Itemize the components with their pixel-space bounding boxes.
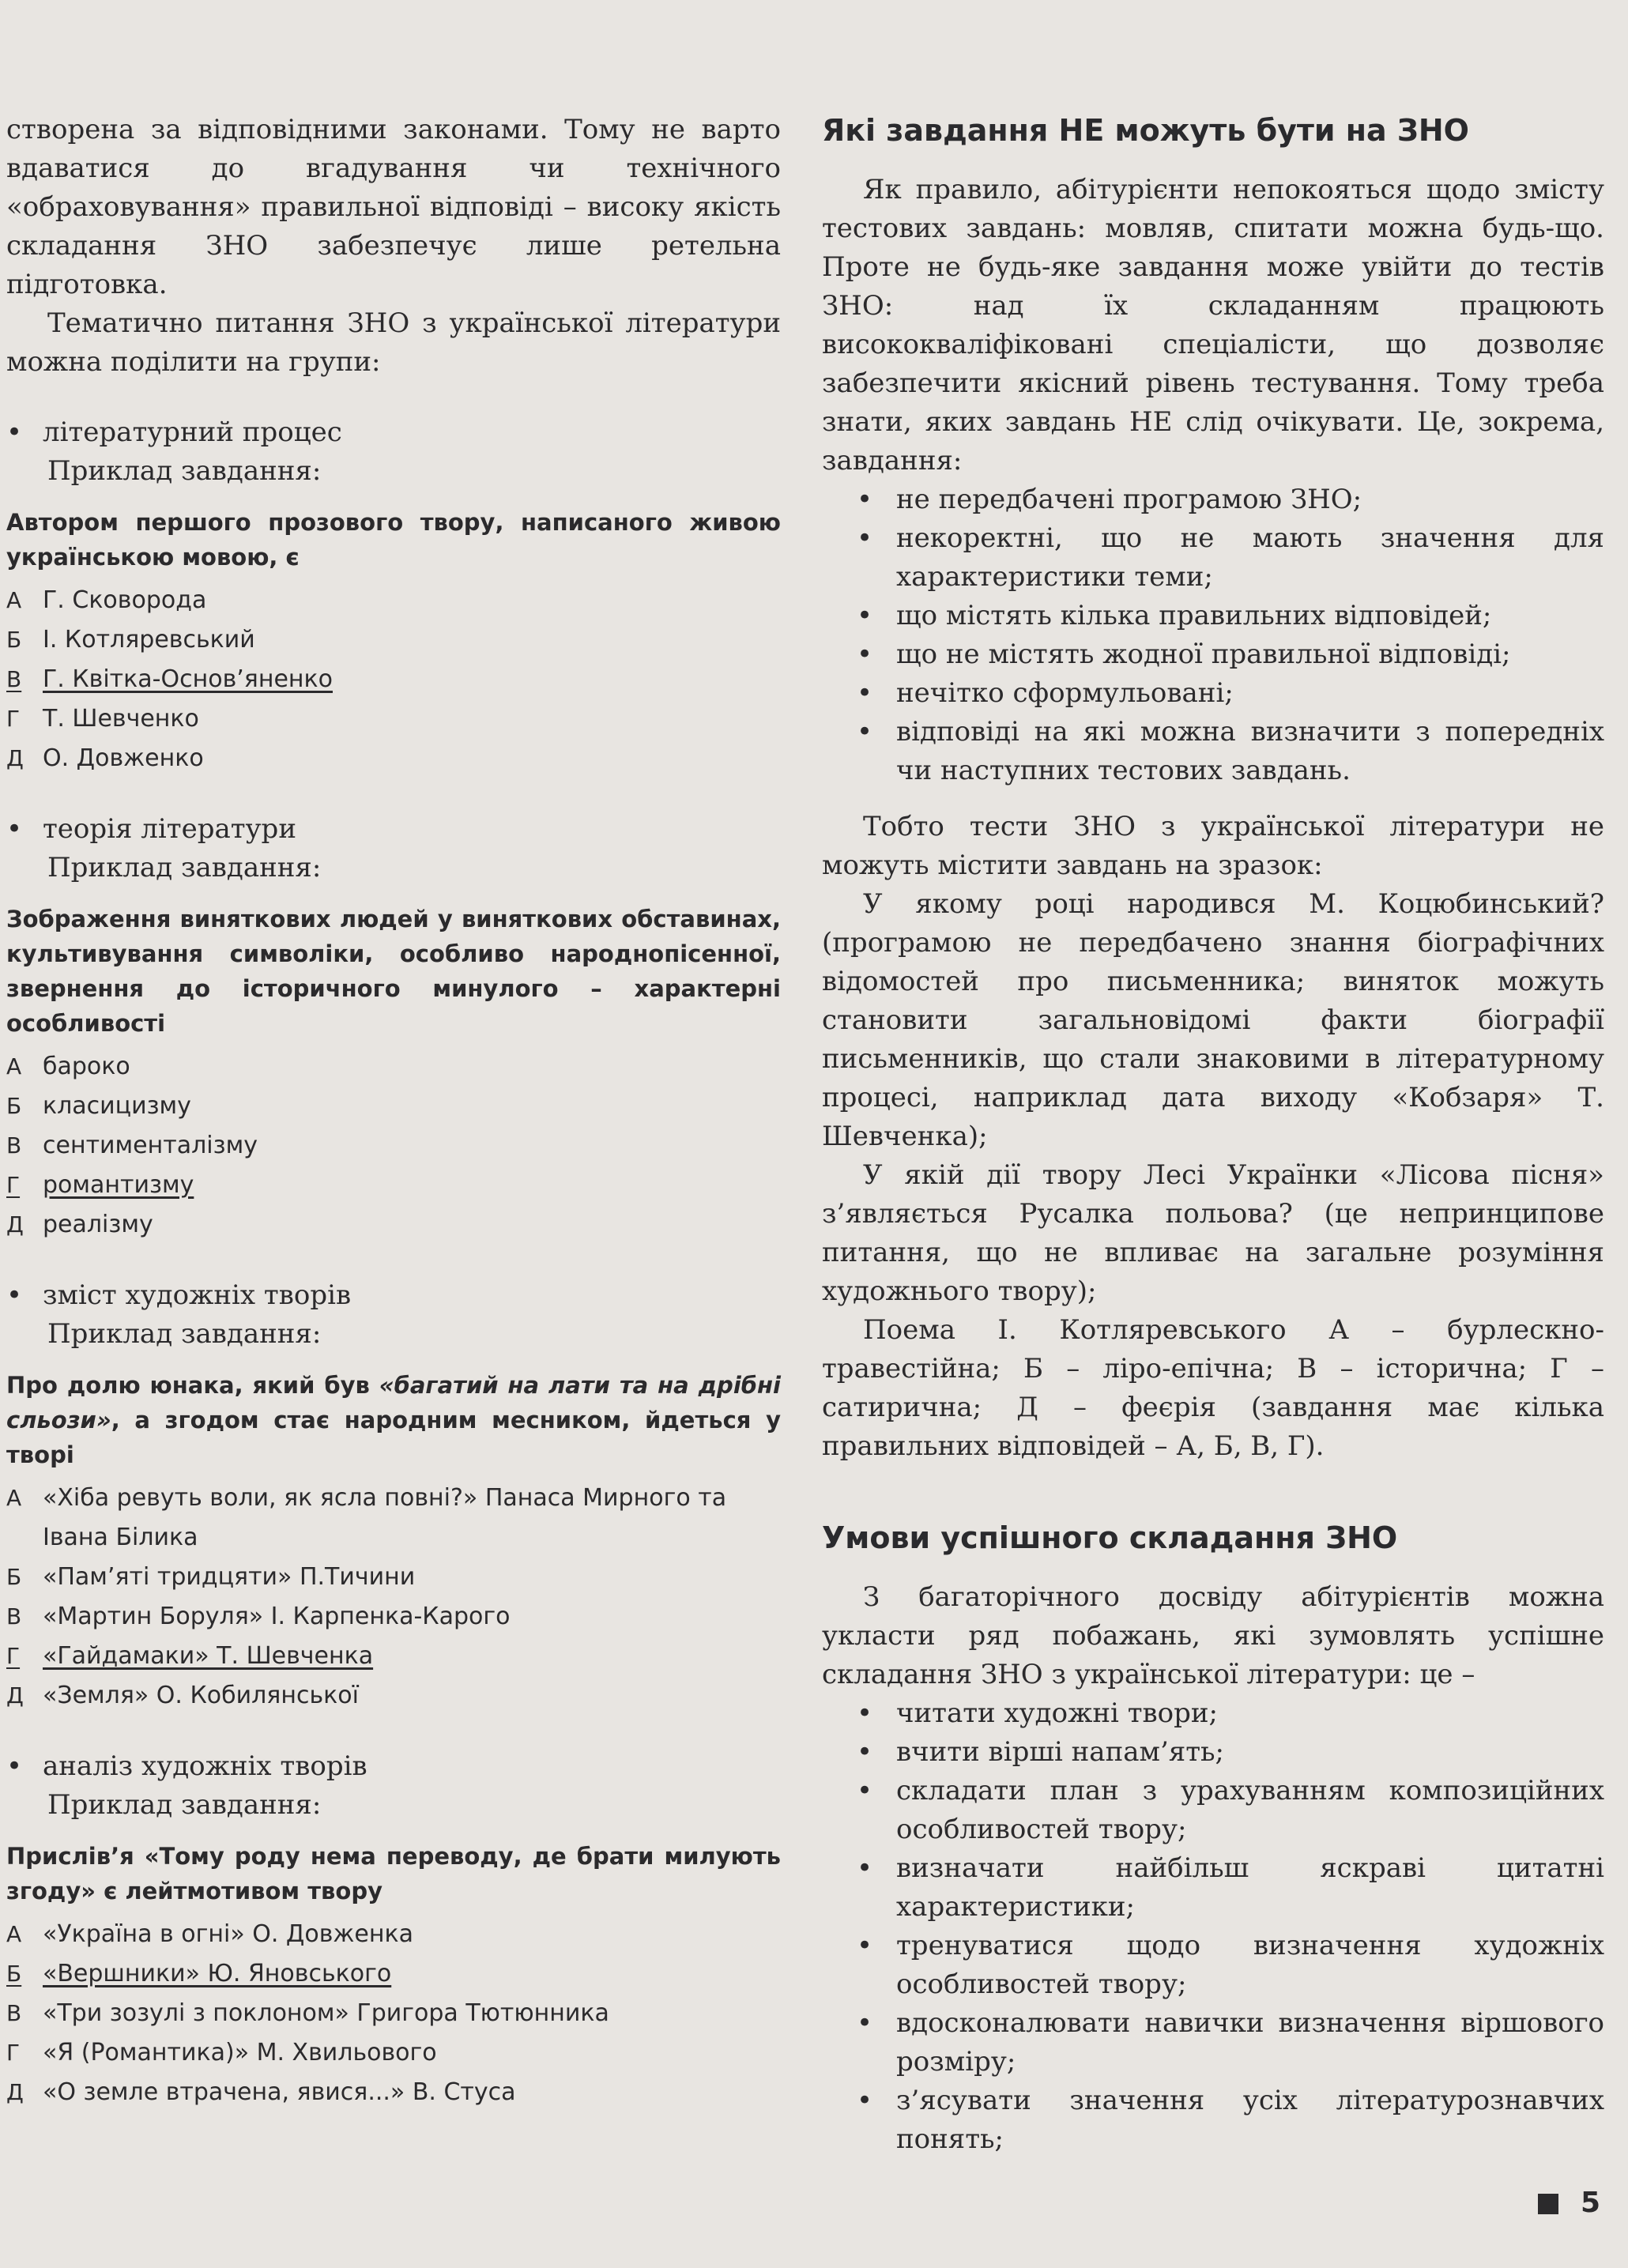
bullet-icon: • <box>857 522 873 554</box>
groups-intro-paragraph: Тематично питання ЗНО з української літератури можна поділити на групи: <box>6 307 781 378</box>
category-bullet <box>6 1276 781 1315</box>
answer-option-correct: Г «Гайдамаки» Т. Шевченка <box>6 1642 374 1670</box>
answer-option: Б І. Котляревський <box>6 626 255 654</box>
paragraph: З багаторічного досвіду абітурієнтів можна укласти ряд побажань, які зумовлять успішне складання ЗНО з української літератури: це – <box>822 1581 1604 1690</box>
answer-option: Г Т. Шевченко <box>6 705 199 733</box>
bullet-icon: • <box>857 1736 873 1768</box>
answer-option-correct: Г романтизму <box>6 1171 194 1199</box>
right-column <box>822 111 1604 2159</box>
category-label: зміст художніх творів <box>43 1279 352 1311</box>
paragraph: Тобто тести ЗНО з української літератури не можуть містити завдань на зразок: <box>822 811 1604 881</box>
answer-option: Д реалізму <box>6 1211 153 1238</box>
answer-option: А Г. Сковорода <box>6 586 207 614</box>
question-text: Автором першого прозового твору, написаного живою українською мовою, є <box>6 509 781 571</box>
list-item: • з’ясувати значення усіх літературознавчих понять; <box>822 2082 1604 2159</box>
example-label: Приклад завдання: <box>47 852 322 883</box>
category-bullet <box>6 810 781 849</box>
answer-option: Г «Я (Романтика)» М. Хвильового <box>6 2039 437 2066</box>
bullet-icon: • <box>857 2085 873 2116</box>
answer-option: Д «Земля» О. Кобилянської <box>6 1682 359 1709</box>
list-item: • відповіді на які можна визначити з попередніх чи наступних тестових завдань. <box>822 713 1604 790</box>
answer-option-correct: В Г. Квітка-Основ’яненко <box>6 665 333 693</box>
bullet-icon: • <box>857 600 873 631</box>
list-item: • вдосконалювати навички визначення віршового розміру; <box>822 2004 1604 2082</box>
category-bullet <box>6 1747 781 1786</box>
category-label: теорія літератури <box>43 813 296 845</box>
answer-option: В «Три зозулі з поклоном» Григора Тютюнника <box>6 1999 609 2027</box>
list-item: • складати план з урахуванням композиційних особливостей твору; <box>822 1772 1604 1849</box>
answer-option: А «Хіба ревуть воли, як ясла повні?» Панаса Мирного та Івана Білика <box>6 1484 727 1551</box>
list-item: • читати художні твори; <box>822 1694 1604 1733</box>
list-item: • що містять кілька правильних відповідей; <box>822 597 1604 635</box>
bullet-icon: • <box>6 813 23 845</box>
bullet-icon: • <box>857 484 873 515</box>
category-label: літературний процес <box>43 416 342 448</box>
paragraph: Поема І. Котляревського А – бурлескно-травестійна; Б – ліро-епічна; В – історична; Г – сатирична; Д – феєрія (завдання має кілька правильних відповідей – А, Б, В, Г). <box>822 1314 1604 1462</box>
list-item: • вчити вірші напам’ять; <box>822 1733 1604 1772</box>
answer-option: А «Україна в огні» О. Довженка <box>6 1920 413 1948</box>
question-text: Зображення виняткових людей у виняткових обставинах, культивування символіки, особливо народнопісенної, звернення до історичного минулого – характерні особливості <box>6 906 781 1037</box>
intro-paragraph: створена за відповідними законами. Тому не варто вдаватися до вгадування чи технічного «обраховування» правильної відповіді – високу якість складання ЗНО забезпечує лише ретельна підготовка. <box>6 114 781 300</box>
bullet-icon: • <box>857 639 873 670</box>
question-text: Про долю юнака, який був «багатий на лати та на дрібні сльози», а згодом стає народним месником, йдеться у творі <box>6 1372 781 1468</box>
list-item: • визначати найбільш яскраві цитатні характеристики; <box>822 1849 1604 1927</box>
section-heading: Які завдання НЕ можуть бути на ЗНО <box>822 113 1469 148</box>
left-column <box>6 111 781 2112</box>
bullet-icon: • <box>857 716 873 748</box>
paragraph: У якому році народився М. Коцюбинський? (програмою не передбачено знання біографічних відомостей про письменника; виняток можуть становити загальновідомі факти біографії письменників, що стали знаковими в літературному процесі, наприклад дата виходу «Кобзаря» Т. Шевченка); <box>822 888 1604 1152</box>
answer-option: В «Мартин Боруля» І. Карпенка-Карого <box>6 1603 511 1630</box>
bullet-icon: • <box>857 1775 873 1806</box>
page-marker-square <box>1538 2194 1558 2214</box>
bullet-icon: • <box>6 1279 23 1311</box>
answer-option: Б «Пам’яті тридцяти» П.Тичини <box>6 1563 416 1591</box>
bullet-icon: • <box>857 1930 873 1961</box>
bullet-icon: • <box>6 416 23 448</box>
page-number: 5 <box>1581 2187 1601 2219</box>
paragraph: Як правило, абітурієнти непокояться щодо змісту тестових завдань: мовляв, спитати можна будь-що. Проте не будь-яке завдання може увійти до тестів ЗНО: над їх складанням працюють висококваліфіковані спеціалісти, що дозволяє забезпечити якісний рівень тестування. Тому треба знати, яких завдань НЕ слід очікувати. Це, зокрема, завдання: <box>822 174 1604 477</box>
answer-option: А бароко <box>6 1053 130 1080</box>
list-item: • тренуватися щодо визначення художніх особливостей твору; <box>822 1927 1604 2004</box>
example-label: Приклад завдання: <box>47 455 322 487</box>
list-item: • нечітко сформульовані; <box>822 674 1604 713</box>
list-item: • що не містять жодної правильної відповіді; <box>822 635 1604 674</box>
list-item: • не передбачені програмою ЗНО; <box>822 480 1604 519</box>
paragraph: У якій дії твору Лесі Українки «Лісова пісня» з’являється Русалка польова? (це непринципове питання, що не впливає на загальне розуміння художнього твору); <box>822 1159 1604 1307</box>
question-text: Прислів’я «Тому роду нема переводу, де брати милують згоду» є лейтмотивом твору <box>6 1843 781 1904</box>
category-label: аналіз художніх творів <box>43 1750 367 1782</box>
bullet-icon: • <box>857 1852 873 1884</box>
section-heading: Умови успішного складання ЗНО <box>822 1520 1398 1555</box>
example-label: Приклад завдання: <box>47 1789 322 1821</box>
example-label: Приклад завдання: <box>47 1318 322 1350</box>
bullet-icon: • <box>6 1750 23 1782</box>
bullet-icon: • <box>857 677 873 709</box>
answer-option: Б класицизму <box>6 1092 191 1120</box>
category-bullet <box>6 413 781 452</box>
answer-option: Д О. Довженко <box>6 744 204 772</box>
answer-option: В сентименталізму <box>6 1132 258 1159</box>
bullet-icon: • <box>857 1697 873 1729</box>
list-item: • некоректні, що не мають значення для характеристики теми; <box>822 519 1604 597</box>
bullet-icon: • <box>857 2007 873 2039</box>
answer-option: Д «О земле втрачена, явися...» В. Стуса <box>6 2078 516 2106</box>
answer-option-correct: Б «Вершники» Ю. Яновського <box>6 1960 392 1987</box>
